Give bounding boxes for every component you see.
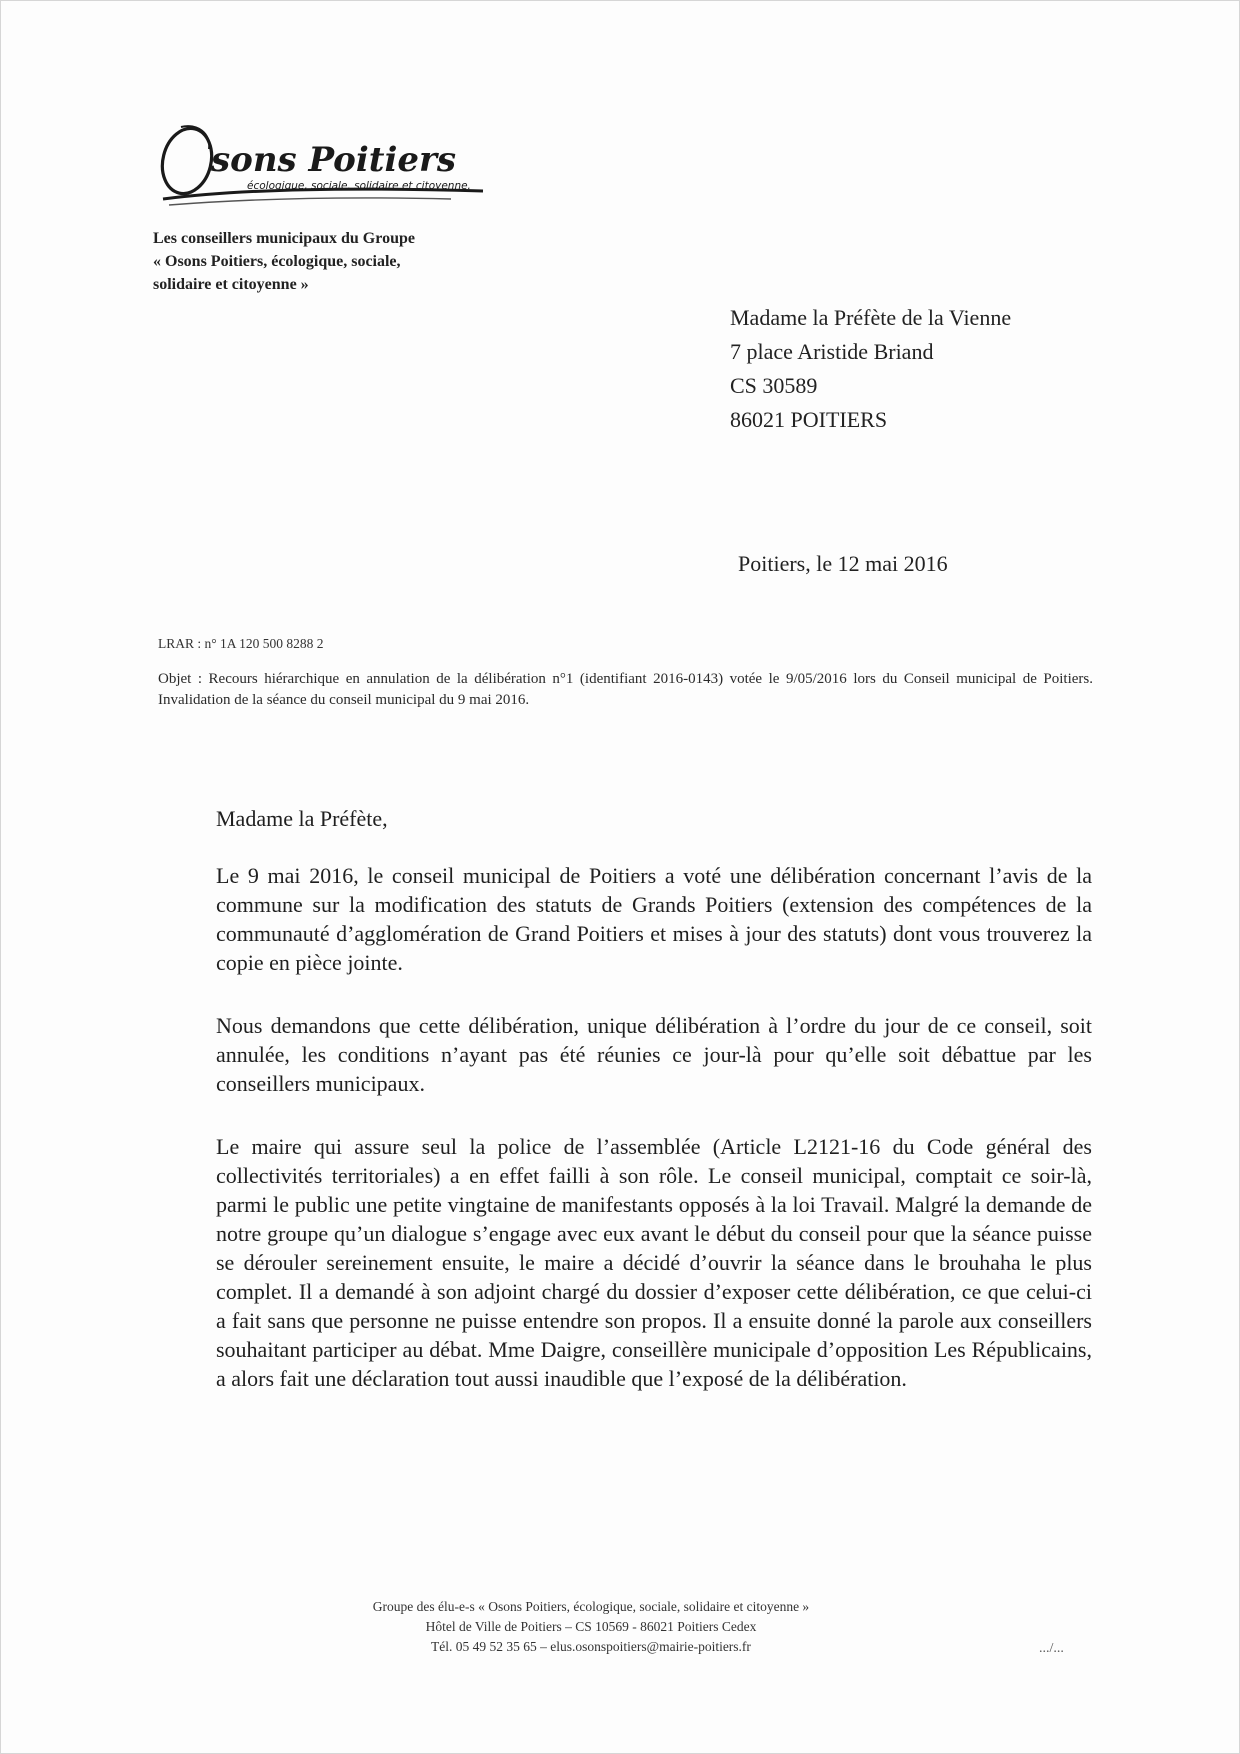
- body-paragraph: Le 9 mai 2016, le conseil municipal de Poitiers a voté une délibération concernant l’avis de la commune sur la modification des statuts de Grands Poitiers (extension des compétences de la communauté d’agglomération de Grand Poitiers et mises à jour des statuts) dont vous trouverez la copie en pièce jointe.: [216, 863, 1092, 975]
- recipient-line: Madame la Préfète de la Vienne: [730, 305, 1012, 330]
- lrar-reference: LRAR : n° 1A 120 500 8288 2: [158, 636, 324, 651]
- greeting: Madame la Préfète,: [216, 806, 388, 831]
- sender-line: « Osons Poitiers, écologique, sociale,: [153, 253, 401, 270]
- footer-line: Hôtel de Ville de Poitiers – CS 10569 - 86021 Poitiers Cedex: [425, 1619, 757, 1634]
- letter-date: Poitiers, le 12 mai 2016: [738, 551, 948, 576]
- body-paragraph: Nous demandons que cette délibération, unique délibération à l’ordre du jour de ce conseil, soit annulée, les conditions n’ayant pas été réunies ce jour-là pour qu’elle soit débattue par les conseillers municipaux.: [216, 1013, 1092, 1096]
- sender-line: solidaire et citoyenne »: [153, 276, 309, 293]
- sender-line: Les conseillers municipaux du Groupe: [153, 230, 415, 247]
- footer-address: [301, 1597, 881, 1657]
- body-paragraph: Le maire qui assure seul la police de l’assemblée (Article L2121-16 du Code général des collectivités territoriales) a en effet failli à son rôle. Le conseil municipal, comptait ce soir-là, parmi le public une petite vingtaine de manifestants opposés à la loi Travail. Malgré la demande de notre groupe qu’un dialogue s’engage avec eux avant le début du conseil pour que la séance puisse se dérouler sereinement ensuite, le maire a décidé d’ouvrir la séance dans le brouhaha le plus complet. Il a demandé à son adjoint chargé du dossier d’exposer cette délibération, ce que celui-ci a fait sans que personne ne puisse entendre son propos. Il a ensuite donné la parole aux conseillers souhaitant participer au débat. Mme Daigre, conseillère municipale d’opposition Les Républicains, a alors fait une déclaration tout aussi inaudible que l’exposé de la délibération.: [216, 1134, 1092, 1391]
- logo-tagline-text: écologique, sociale, solidaire et citoyenne.: [247, 180, 471, 192]
- recipient-line: 7 place Aristide Briand: [730, 339, 934, 364]
- footer-line: Tél. 05 49 52 35 65 – elus.osonspoitiers@mairie-poitiers.fr: [431, 1639, 751, 1654]
- letter-subject: Objet : Recours hiérarchique en annulation de la délibération n°1 (identifiant 2016-0143) votée le 9/05/2016 lors du Conseil municipal de Poitiers. Invalidation de la séance du conseil municipal du 9 mai 2016.: [158, 671, 1093, 708]
- footer-line: Groupe des élu-e-s « Osons Poitiers, écologique, sociale, solidaire et citoyenne »: [372, 1599, 810, 1614]
- osons-poitiers-logo: [151, 119, 491, 211]
- recipient-line: CS 30589: [730, 373, 818, 398]
- logo-name-text: sons Poitiers: [211, 140, 457, 180]
- continuation-mark: .../...: [1039, 1641, 1064, 1656]
- recipient-address: [730, 301, 1110, 437]
- recipient-line: 86021 POITIERS: [730, 407, 888, 432]
- letter-body: [216, 861, 1092, 1427]
- sender-block: [153, 227, 513, 296]
